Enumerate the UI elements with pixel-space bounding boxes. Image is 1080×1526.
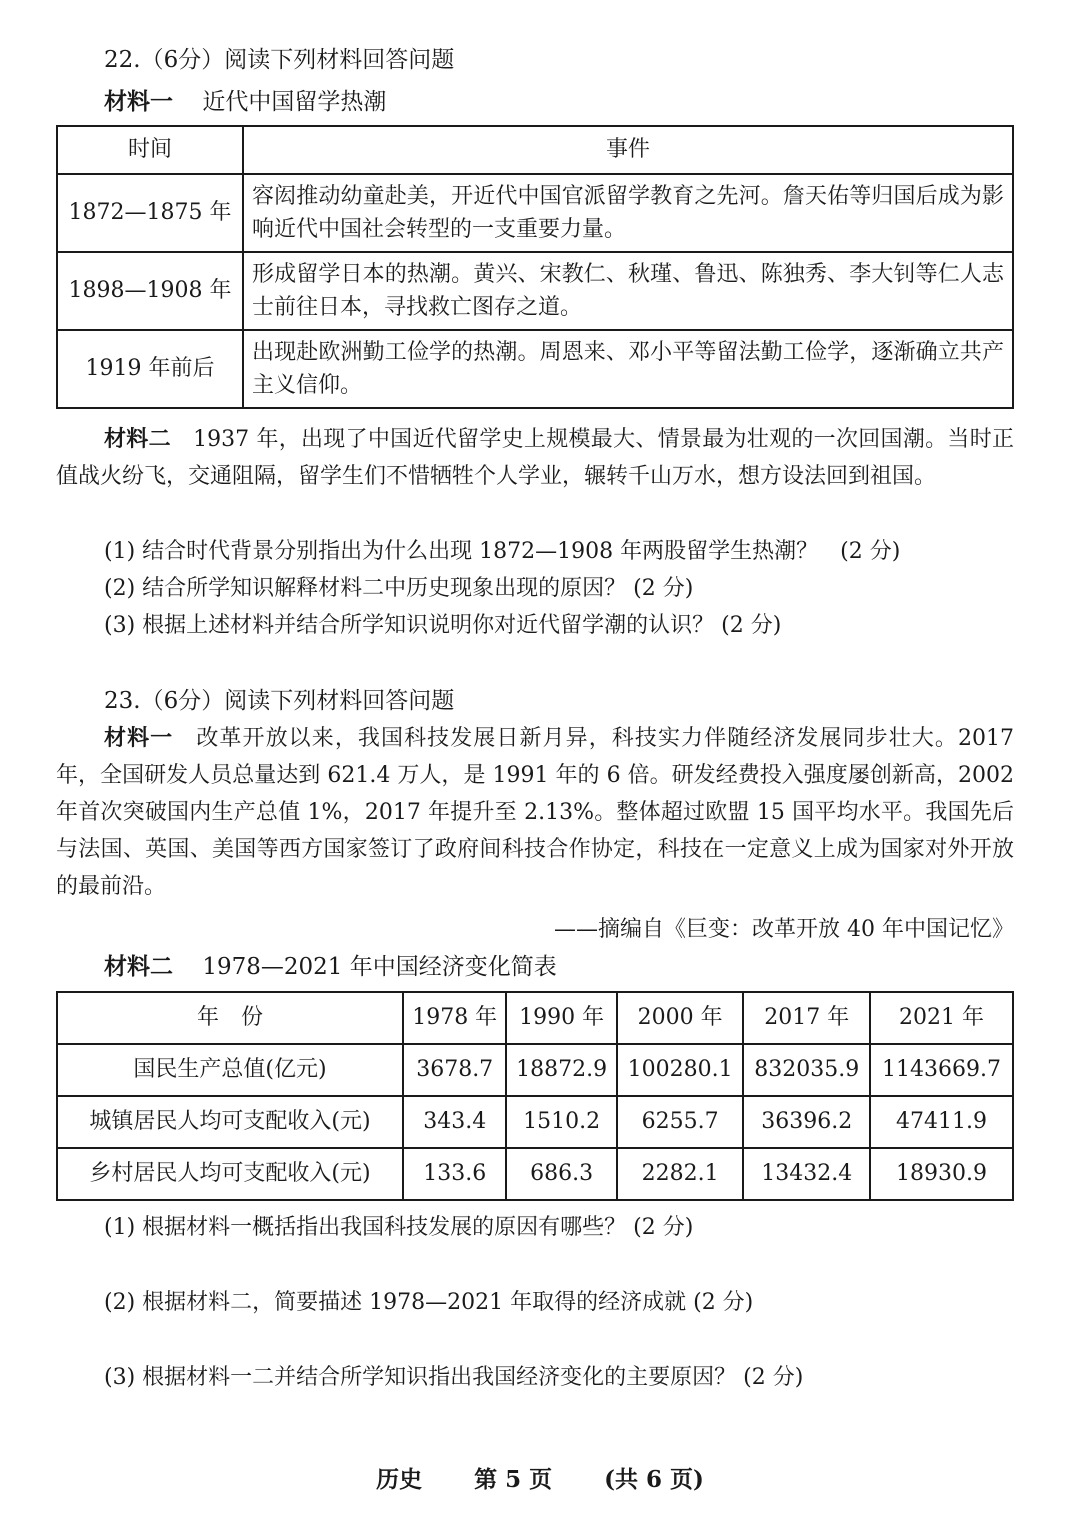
q22-table	[56, 125, 1014, 409]
header-2017: 2017 年	[743, 992, 870, 1044]
q23-material1-label: 材料一	[104, 725, 174, 751]
q22-title: 22.（6分）阅读下列材料回答问题	[104, 47, 455, 73]
header-1978: 1978 年	[403, 992, 506, 1044]
row-time: 1898—1908 年	[57, 252, 243, 330]
row-time: 1872—1875 年	[57, 174, 243, 252]
q23-material2-title: 1978—2021 年中国经济变化简表	[202, 954, 557, 980]
q23-material1-text: 改革开放以来，我国科技发展日新月异，科技实力伴随经济发展同步壮大。2017 年，全国研发人员总量达到 621.4 万人，是 1991 年的 6 倍。研发经费投入强度屡创新高，2002 年首次突破国内生产总值 1%，2017 年提升至 2.13%。整体超过欧盟 15 国平均水平。我国先后与法国、英国、美国等西方国家签订了政府间科技合作协定，科技在一定意义上成为国家对外开放的最前沿。	[56, 726, 1014, 899]
row-event: 出现赴欧洲勤工俭学的热潮。周恩来、邓小平等留法勤工俭学，逐渐确立共产主义信仰。	[243, 330, 1013, 408]
table-cell: 6255.7	[617, 1096, 744, 1148]
table-header-row	[57, 992, 1013, 1044]
table-cell: 1510.2	[506, 1096, 616, 1148]
table-cell: 1143669.7	[870, 1044, 1013, 1096]
row-time: 1919 年前后	[57, 330, 243, 408]
q22-material2-text: 1937 年，出现了中国近代留学史上规模最大、情景最为壮观的一次回国潮。当时正值战火纷飞，交通阻隔，留学生们不惜牺牲个人学业，辗转千山万水，想方设法回到祖国。	[56, 427, 1014, 489]
header-2021: 2021 年	[870, 992, 1013, 1044]
table-cell: 100280.1	[617, 1044, 744, 1096]
q23-material2-label: 材料二	[104, 953, 173, 980]
q23-question-3: (3) 根据材料一二并结合所学知识指出我国经济变化的主要原因？ (2 分)	[104, 1365, 804, 1390]
table-cell: 47411.9	[870, 1096, 1013, 1148]
table-row	[57, 252, 1013, 330]
header-event: 事件	[243, 126, 1013, 174]
footer-page: 第 5 页	[474, 1466, 553, 1493]
row-event: 形成留学日本的热潮。黄兴、宋教仁、秋瑾、鲁迅、陈独秀、李大钊等仁人志士前往日本，寻找救亡图存之道。	[243, 252, 1013, 330]
table-cell: 133.6	[403, 1148, 506, 1200]
q23-title: 23.（6分）阅读下列材料回答问题	[104, 688, 455, 714]
header-year: 年 份	[57, 992, 403, 1044]
table-row	[57, 1096, 1013, 1148]
q23-material1	[56, 720, 1014, 905]
header-1990: 1990 年	[506, 992, 616, 1044]
q22-material1-heading	[104, 84, 386, 121]
table-cell: 2282.1	[617, 1148, 744, 1200]
table-cell: 18872.9	[506, 1044, 616, 1096]
q23-question-2: (2) 根据材料二，简要描述 1978—2021 年取得的经济成就 (2 分)	[104, 1290, 754, 1315]
footer-subject: 历史	[376, 1466, 423, 1493]
row-label: 国民生产总值(亿元)	[57, 1044, 403, 1096]
page-footer	[0, 1462, 1080, 1499]
table-cell: 3678.7	[403, 1044, 506, 1096]
table-row	[57, 330, 1013, 408]
row-label: 城镇居民人均可支配收入(元)	[57, 1096, 403, 1148]
table-row	[57, 1044, 1013, 1096]
table-row	[57, 174, 1013, 252]
row-event: 容闳推动幼童赴美，开近代中国官派留学教育之先河。詹天佑等归国后成为影响近代中国社会转型的一支重要力量。	[243, 174, 1013, 252]
q22-question-1: (1) 结合时代背景分别指出为什么出现 1872—1908 年两股留学生热潮？ (2 分)	[104, 539, 901, 564]
q22-question-3: (3) 根据上述材料并结合所学知识说明你对近代留学潮的认识？ (2 分)	[104, 613, 782, 638]
row-label: 乡村居民人均可支配收入(元)	[57, 1148, 403, 1200]
footer-total: (共 6 页)	[604, 1466, 704, 1493]
q23-table	[56, 991, 1014, 1201]
table-cell: 832035.9	[743, 1044, 870, 1096]
q22-material1-title: 近代中国留学热潮	[202, 89, 387, 115]
q22-material2-label: 材料二	[104, 426, 171, 452]
header-time: 时间	[57, 126, 243, 174]
q22-material1-label: 材料一	[104, 88, 173, 115]
q23-material2-heading	[104, 949, 557, 986]
table-cell: 18930.9	[870, 1148, 1013, 1200]
table-cell: 686.3	[506, 1148, 616, 1200]
table-row	[57, 1148, 1013, 1200]
table-cell: 343.4	[403, 1096, 506, 1148]
q22-material2	[56, 421, 1014, 495]
q22-question-2: (2) 结合所学知识解释材料二中历史现象出现的原因？ (2 分)	[104, 576, 694, 601]
table-cell: 36396.2	[743, 1096, 870, 1148]
table-cell: 13432.4	[743, 1148, 870, 1200]
q23-question-1: (1) 根据材料一概括指出我国科技发展的原因有哪些？ (2 分)	[104, 1215, 694, 1240]
table-header-row	[57, 126, 1013, 174]
header-2000: 2000 年	[617, 992, 744, 1044]
q23-source: ——摘编自《巨变：改革开放 40 年中国记忆》	[554, 917, 1014, 942]
